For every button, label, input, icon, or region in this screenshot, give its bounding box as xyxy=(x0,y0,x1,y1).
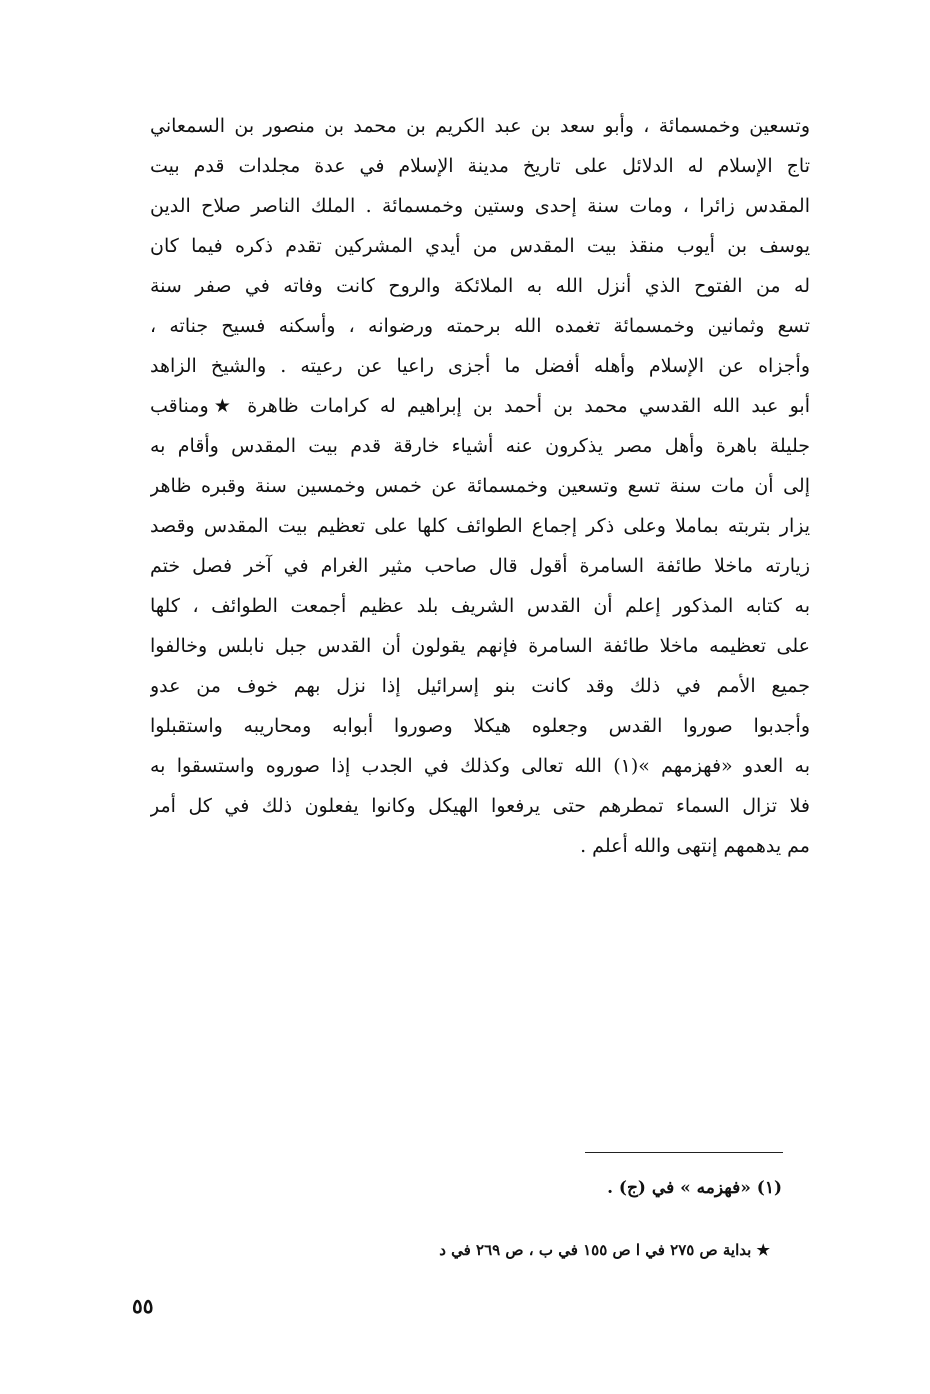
text-line-7: وأجزاه عن الإسلام وأهله أفضل ما أجزى راعيا عن رعيته . والشيخ الزاهد xyxy=(150,355,810,377)
footnote-1: (١) «فهزمه » في (ج) . xyxy=(607,1178,782,1198)
text-line-10: إلى أن مات سنة تسع وتسعين وخمسمائة عن خمس وخمسين سنة وقبره ظاهر xyxy=(150,475,810,497)
text-line-16: وأجدبوا صوروا القدس وجعلوه هيكلا وصوروا أبوابه ومحاريبه واستقبلوا xyxy=(150,715,810,737)
text-line-19: مم يدهمهم إنتهى والله أعلم . xyxy=(580,835,810,857)
text-line-5: له من الفتوح الذي أنزل الله به الملائكة والروح كانت وفاته في صفر سنة xyxy=(150,275,810,297)
text-line-12: زيارته ماخلا طائفة السامرة أقول قال صاحب مثير الغرام في آخر فصل ختم xyxy=(150,555,810,577)
text-line-2: تاج الإسلام له الدلائل على تاريخ مدينة الإسلام في عدة مجلدات قدم بيت xyxy=(150,155,810,177)
text-line-9: جليلة باهرة وأهل مصر يذكرون عنه أشياء خارقة قدم بيت المقدس وأقام به xyxy=(150,435,810,457)
text-line-4: يوسف بن أيوب منقذ بيت المقدس من أيدي المشركين تقدم ذكره فيما كان xyxy=(150,235,810,257)
text-line-8: أبو عبد الله القدسي محمد بن أحمد بن إبراهيم له كرامات ظاهرة ★ومناقب xyxy=(150,395,810,417)
main-text-block xyxy=(150,106,810,866)
text-line-15: جميع الأمم في ذلك وقد كانت بنو إسرائيل إذا نزل بهم خوف من عدو xyxy=(150,675,810,697)
text-line-11: يزار بتربته بماملا وعلى ذكر إجماع الطوائف كلها على تعظيم بيت المقدس وقصد xyxy=(150,515,810,537)
footnote-separator xyxy=(585,1152,783,1153)
text-line-13: به كتابه المذكور إعلم أن القدس الشريف بلد عظيم أجمعت الطوائف ، كلها xyxy=(150,595,810,617)
text-line-6: تسع وثمانين وخمسمائة تغمده الله برحمته ورضوانه ، وأسكنه فسيح جناته ، xyxy=(150,315,810,337)
text-line-14: على تعظيمه ماخلا طائفة السامرة فإنهم يقولون أن القدس جبل نابلس وخالفوا xyxy=(150,635,810,657)
text-line-1: وتسعين وخمسمائة ، وأبو سعد بن عبد الكريم بن محمد بن منصور بن السمعاني xyxy=(150,115,810,137)
page-number: ٥٥ xyxy=(132,1294,154,1318)
text-line-18: فلا تزال السماء تمطرهم حتى يرفعوا الهيكل وكانوا يفعلون ذلك في كل أمر xyxy=(150,795,810,817)
text-line-17: به العدو «فهزمهم »(١) الله تعالى وكذلك في الجدب إذا صوروه واستسقوا به xyxy=(150,755,810,777)
footnote-2: ★ بداية ص ٢٧٥ في ا ص ١٥٥ في ب ، ص ٢٦٩ في د xyxy=(439,1241,770,1259)
text-line-3: المقدس زائرا ، ومات سنة إحدى وستين وخمسمائة . الملك الناصر صلاح الدين xyxy=(150,195,810,217)
